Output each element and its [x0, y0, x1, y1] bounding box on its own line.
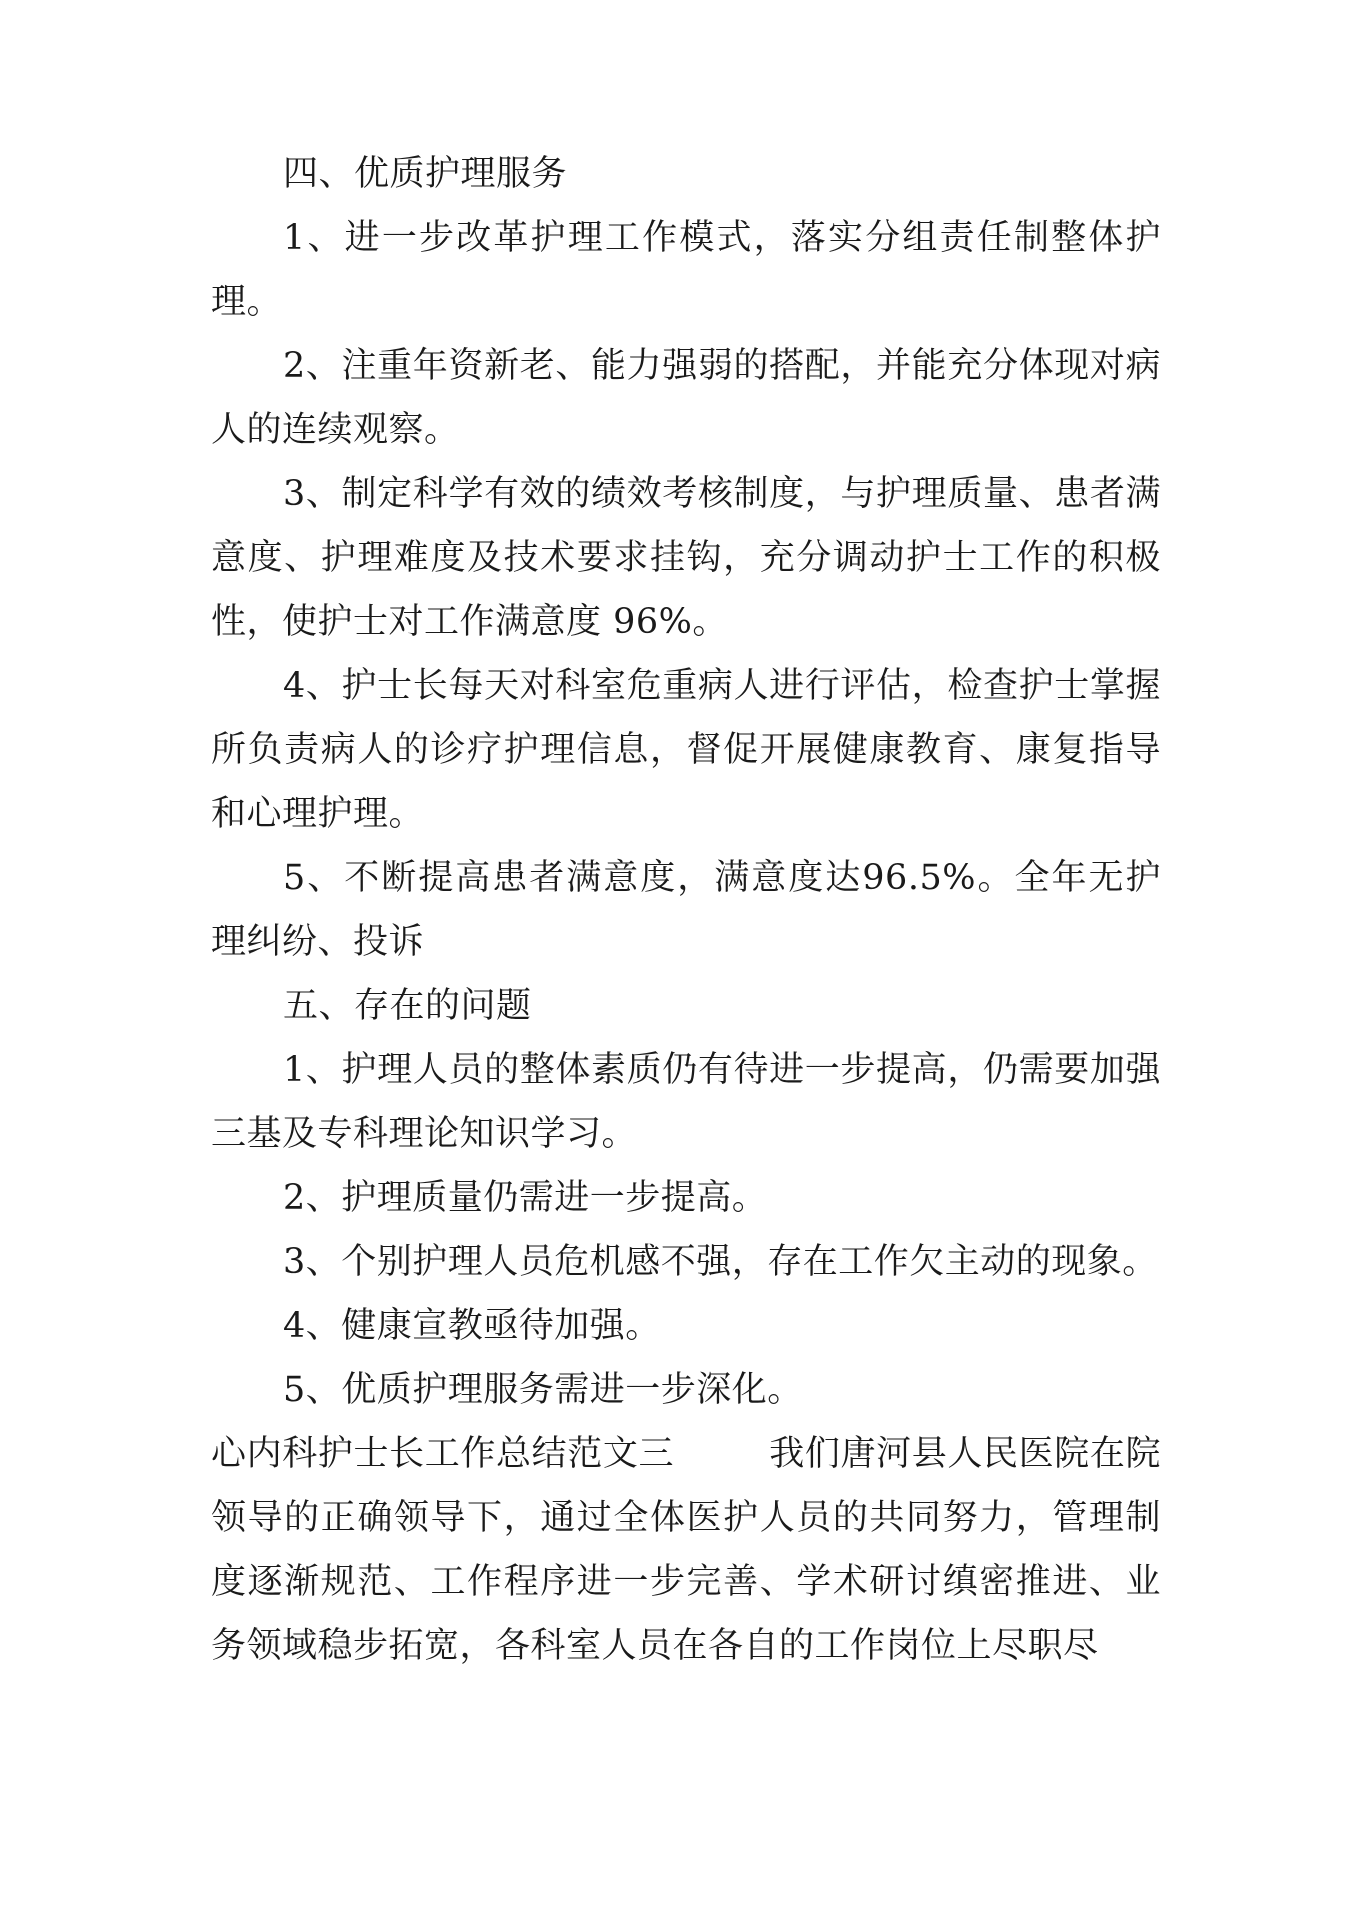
list-item: 5、优质护理服务需进一步深化。	[283, 1370, 803, 1410]
next-article-body: 我们唐河县人民医院在院领导的正确领导下，通过全体医护人员的共同努力，管理制度逐渐规范、工作程序进一步完善、学术研讨缜密推进、业务领域稳步拓宽，各科室人员在各自的工作岗位上尽职尽	[211, 1434, 1161, 1666]
list-item: 3、制定科学有效的绩效考核制度，与护理质量、患者满意度、护理难度及技术要求挂钩，充分调动护士工作的积极性，使护士对工作满意度 96%。	[211, 474, 1161, 642]
section-heading-quality-nursing: 四、优质护理服务	[283, 154, 568, 194]
list-item: 1、进一步改革护理工作模式，落实分组责任制整体护理。	[211, 218, 1161, 322]
list-item: 2、注重年资新老、能力强弱的搭配，并能充分体现对病人的连续观察。	[211, 346, 1161, 450]
list-item: 4、护士长每天对科室危重病人进行评估，检查护士掌握所负责病人的诊疗护理信息，督促开展健康教育、康复指导和心理护理。	[211, 666, 1161, 834]
next-article-paragraph	[211, 1422, 1161, 1678]
section-heading-problems: 五、存在的问题	[283, 986, 532, 1026]
list-item: 1、护理人员的整体素质仍有待进一步提高，仍需要加强三基及专科理论知识学习。	[211, 1050, 1161, 1154]
next-article-title: 心内科护士长工作总结范文三	[211, 1434, 675, 1474]
list-item: 5、不断提高患者满意度，满意度达96.5%。全年无护理纠纷、投诉	[211, 858, 1161, 962]
document-body	[211, 142, 1161, 1678]
list-item: 4、健康宣教亟待加强。	[283, 1306, 661, 1346]
list-item: 2、护理质量仍需进一步提高。	[283, 1178, 768, 1218]
list-item: 3、个别护理人员危机感不强，存在工作欠主动的现象。	[283, 1242, 1158, 1282]
